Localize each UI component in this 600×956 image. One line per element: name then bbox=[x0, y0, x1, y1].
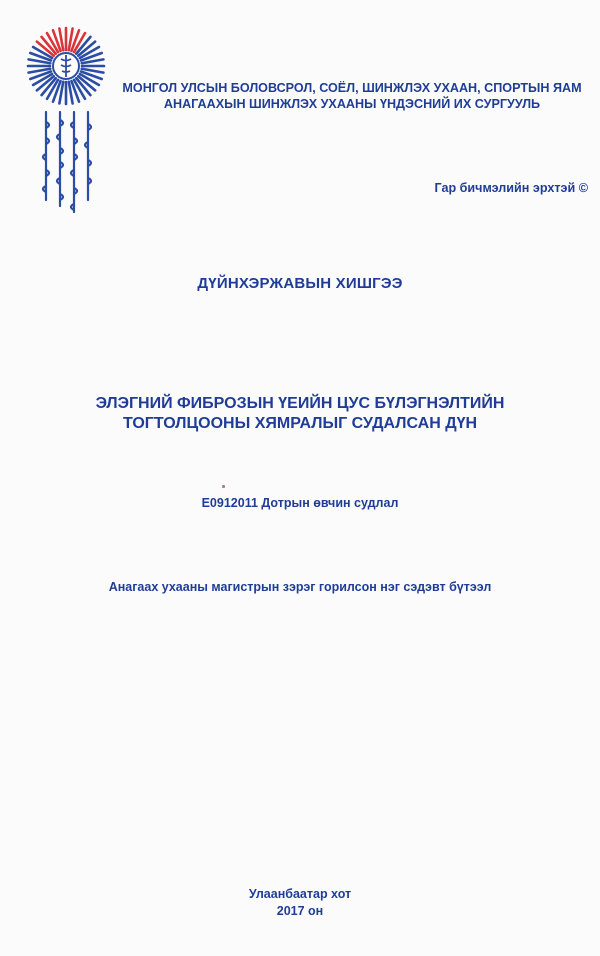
thesis-title-line-2: ТОГТОЛЦООНЫ ХЯМРАЛЫГ СУДАЛСАН ДҮН bbox=[122, 415, 478, 432]
city: Улаанбаатар хот bbox=[248, 887, 352, 901]
university-emblem-icon bbox=[26, 26, 106, 106]
thesis-title bbox=[0, 394, 600, 434]
institution-header bbox=[110, 80, 594, 112]
degree-statement: Анагаах ухааны магистрын зэрэг горилсон нэг сэдэвт бүтээл bbox=[108, 580, 492, 594]
thesis-title-line-1: ЭЛЭГНИЙ ФИБРОЗЫН ҮЕИЙН ЦУС БҮЛЭГНЭЛТИЙН bbox=[95, 395, 505, 412]
year: 2017 он bbox=[276, 904, 324, 918]
ministry-name: МОНГОЛ УЛСЫН БОЛОВСРОЛ, СОЁЛ, ШИНЖЛЭХ УХААН, СПОРТЫН ЯАМ bbox=[122, 81, 582, 95]
paper-speck bbox=[222, 485, 225, 488]
university-name: АНАГААХЫН ШИНЖЛЭХ УХААНЫ ҮНДЭСНИЙ ИХ СУРГУУЛЬ bbox=[163, 97, 541, 111]
copyright-notice: Гар бичмэлийн эрхтэй © bbox=[434, 181, 588, 195]
author-name: ДҮЙНХЭРЖАВЫН ХИШГЭЭ bbox=[197, 275, 403, 292]
mongolian-script-logo-icon bbox=[36, 108, 94, 216]
specialty-code: Е0912011 Дотрын өвчин судлал bbox=[201, 496, 399, 510]
place-and-year bbox=[0, 886, 600, 920]
